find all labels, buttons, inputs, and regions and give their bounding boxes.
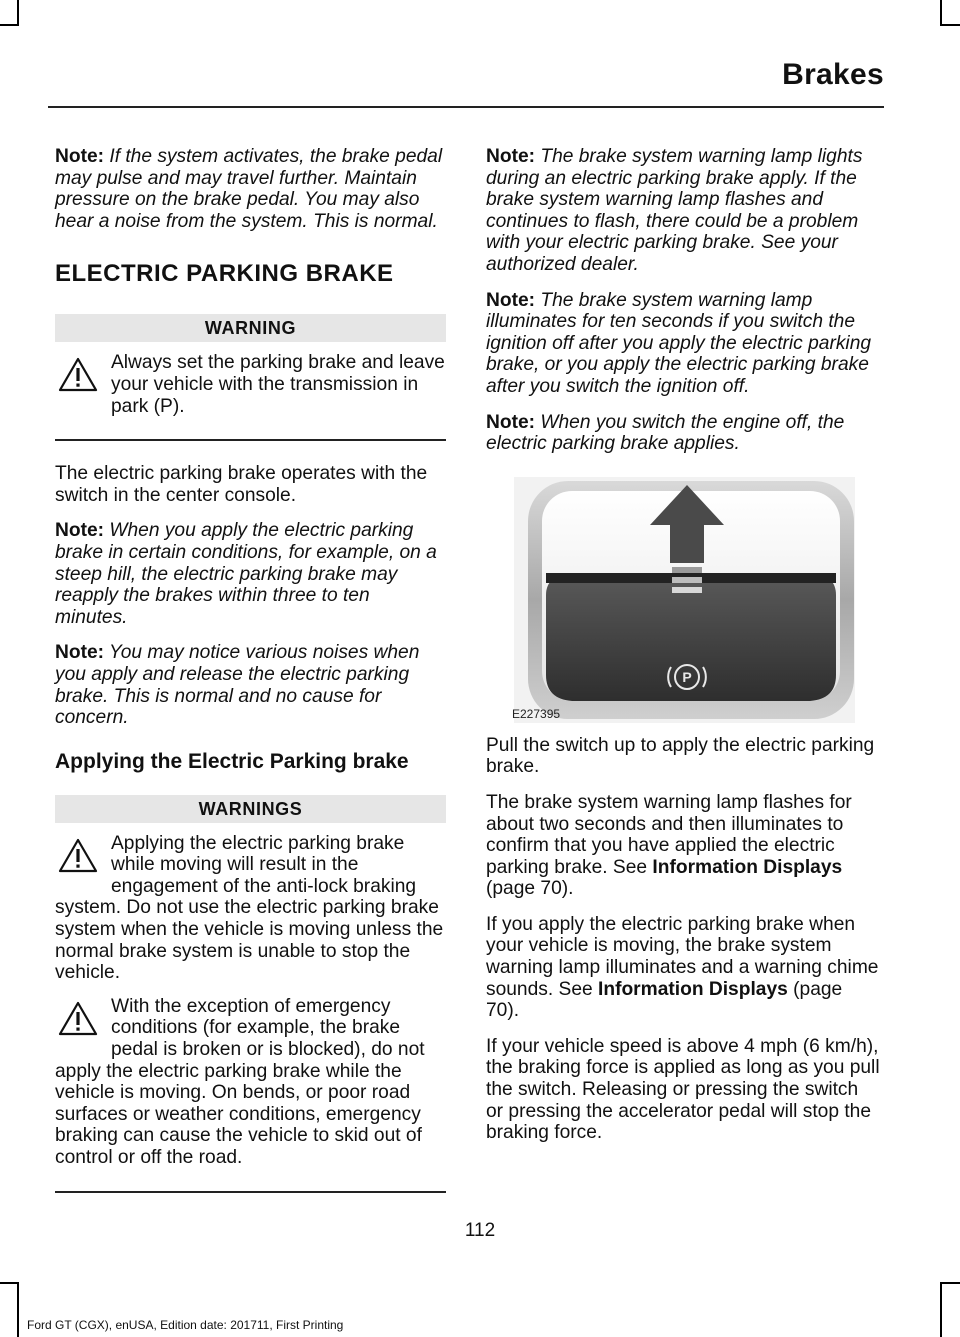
warning-text: Always set the parking brake and leave your vehicle with the transmission in park (P). bbox=[111, 352, 445, 417]
warning-triangle-icon bbox=[57, 356, 99, 394]
crop-mark bbox=[0, 1282, 19, 1284]
paragraph-vehicle-speed: If your vehicle speed is above 4 mph (6 km/h), the braking force is applied as long as you pull the switch. Releasing or pressing the switch or pressing the accelerator pedal will stop the braking force. bbox=[486, 1035, 880, 1144]
parking-brake-switch-illustration bbox=[512, 475, 857, 725]
page-title: Brakes bbox=[782, 58, 884, 91]
section-title: ELECTRIC PARKING BRAKE bbox=[55, 260, 394, 288]
note-ten-seconds: Note: The brake system warning lamp illuminates for ten seconds if you switch the ignition off after you apply the electric parking brake, or you apply the electric parking brake after you switch the ignition off. bbox=[486, 289, 872, 397]
warning-item bbox=[55, 352, 446, 417]
page-number: 112 bbox=[464, 1220, 496, 1241]
xref-link[interactable]: Information Displays bbox=[652, 856, 843, 878]
subsection-title: Applying the Electric Parking brake bbox=[55, 749, 409, 773]
paragraph-lamp-flashes: The brake system warning lamp flashes for about two seconds and then illuminates to confirm that you have applied the electric parking brake. See Information Displays (page 70). bbox=[486, 791, 852, 900]
note-noises: Note: You may notice various noises when you apply and release the electric parking brake. This is normal and no cause for concern. bbox=[55, 642, 420, 729]
note-engine-off: Note: When you switch the engine off, the electric parking brake applies. bbox=[486, 411, 845, 455]
warning-triangle-icon bbox=[57, 1000, 99, 1038]
xref-link[interactable]: Information Displays bbox=[598, 978, 788, 1000]
note-reapply: Note: When you apply the electric parking brake in certain conditions, for example, on a steep hill, the electric parking brake may reapply the brakes within three to ten minutes. bbox=[55, 520, 437, 628]
left-column bbox=[55, 146, 446, 1215]
paragraph-switch-location: The electric parking brake operates with the switch in the center console. bbox=[55, 463, 428, 506]
crop-mark bbox=[0, 24, 19, 26]
right-column bbox=[486, 146, 880, 1158]
header-rule bbox=[48, 106, 884, 108]
warning-triangle-icon bbox=[57, 837, 99, 875]
paragraph-apply-moving: If you apply the electric parking brake when your vehicle is moving, the brake system warning lamp illuminates and a warning chime sounds. See Information Displays (page 70). bbox=[486, 913, 879, 1022]
crop-mark bbox=[17, 0, 19, 26]
warnings-box bbox=[55, 795, 446, 1193]
footer-text: Ford GT (CGX), enUSA, Edition date: 201711, First Printing bbox=[27, 1318, 344, 1332]
warning-text: Applying the electric parking brake while moving will result in the engagement of the anti-lock braking system. Do not use the electric parking brake system when the vehicle is moving unless the normal brake system is unable to stop the vehicle. bbox=[55, 832, 444, 984]
note-warning-lamp: Note: The brake system warning lamp lights during an electric parking brake apply. If the brake system warning lamp flashes and continues to flash, there could be a problem with your electric parking brake. See your authorized dealer. bbox=[486, 146, 863, 275]
warning-item bbox=[55, 833, 446, 984]
parking-brake-switch-figure bbox=[512, 475, 857, 725]
figure-code: E227395 bbox=[512, 706, 561, 721]
warning-item bbox=[55, 996, 446, 1169]
crop-mark bbox=[940, 24, 960, 26]
paragraph-pull-switch: Pull the switch up to apply the electric parking brake. bbox=[486, 734, 875, 778]
crop-mark bbox=[940, 1282, 960, 1284]
svg-text:P: P bbox=[682, 668, 692, 685]
crop-mark bbox=[17, 1282, 19, 1337]
warning-heading: WARNING bbox=[55, 314, 446, 342]
crop-mark bbox=[940, 1282, 942, 1337]
warning-text: With the exception of emergency conditions (for example, the brake pedal is broken or is blocked), do not apply the electric parking brake while the vehicle is moving. On bends, or poor road surfaces or weather conditions, emergency braking can cause the vehicle to skid out of control or off the road. bbox=[55, 995, 425, 1168]
warnings-heading: WARNINGS bbox=[55, 795, 446, 823]
crop-mark bbox=[940, 0, 942, 26]
warning-box bbox=[55, 314, 446, 441]
note-system-activates: Note: If the system activates, the brake pedal may pulse and may travel further. Maintain pressure on the brake pedal. You may also hear a noise from the system. This is normal. bbox=[55, 146, 443, 232]
